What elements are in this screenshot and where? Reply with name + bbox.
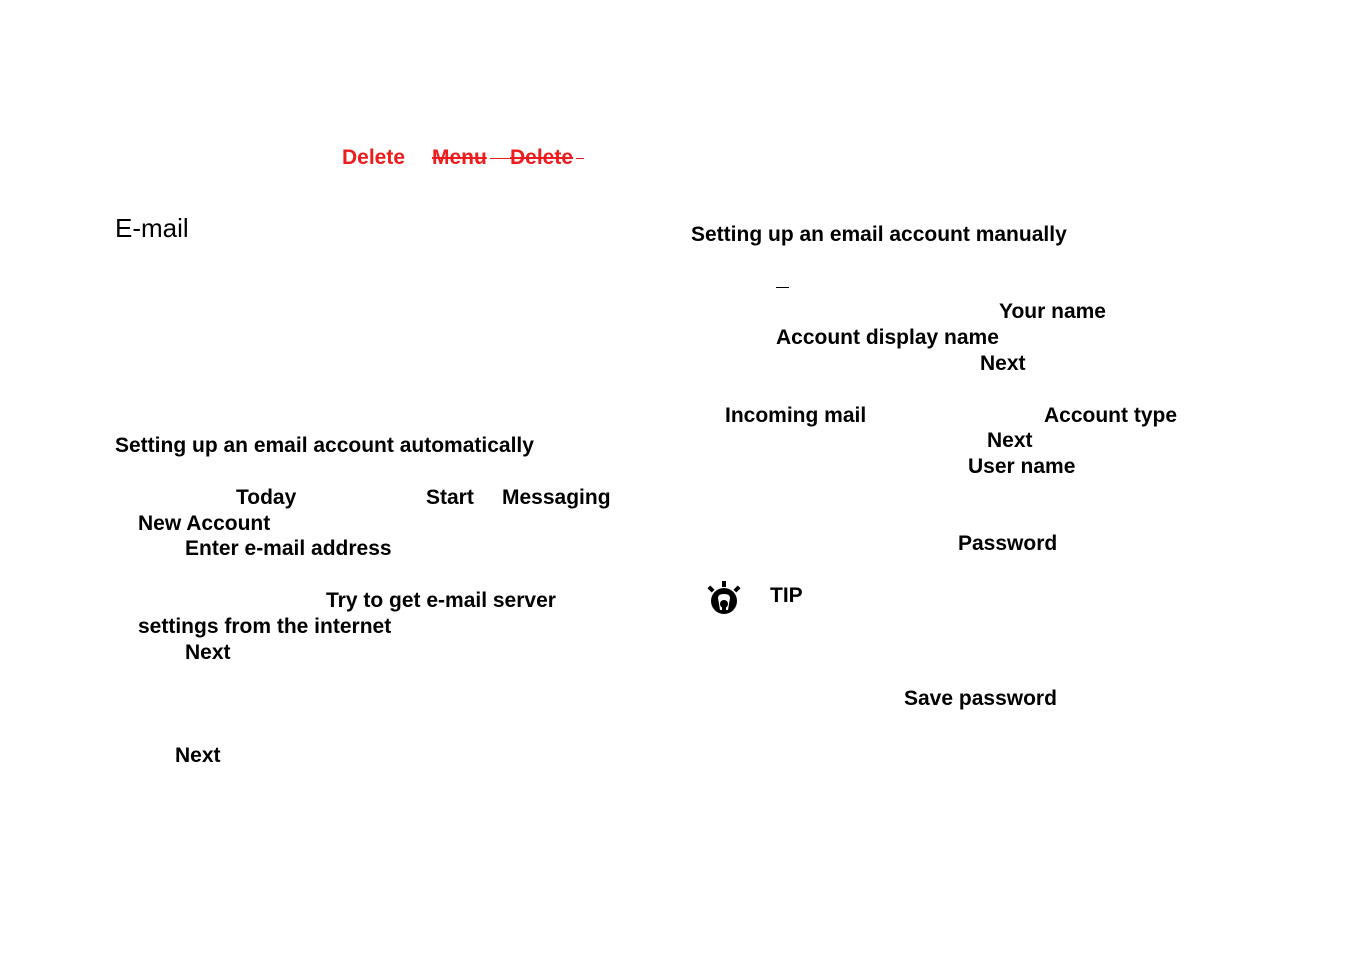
incoming-mail-label: Incoming mail (725, 404, 867, 427)
user-name-label: User name (968, 455, 1076, 478)
account-display-name-label: Account display name (776, 326, 999, 349)
underscore-mark (776, 287, 789, 288)
next-label-auto-1: Next (185, 641, 231, 664)
lightbulb-icon (705, 580, 743, 618)
delete-label: Delete (342, 146, 406, 169)
strike-connector (490, 158, 510, 159)
tip-label: TIP (770, 584, 803, 607)
enter-email-label: Enter e-mail address (185, 537, 392, 560)
today-label: Today (236, 486, 297, 509)
next-label-auto-2: Next (175, 744, 221, 767)
next-label-manual-2: Next (987, 429, 1033, 452)
save-password-label: Save password (904, 687, 1057, 710)
next-label-manual-1: Next (980, 352, 1026, 375)
messaging-label: Messaging (502, 486, 611, 509)
try-get-settings-line1: Try to get e-mail server (326, 589, 556, 612)
strike-tail (576, 158, 584, 159)
delete-struck-label: Delete (510, 146, 574, 169)
new-account-label: New Account (138, 512, 271, 535)
password-label: Password (958, 532, 1058, 555)
account-type-label: Account type (1044, 404, 1178, 427)
start-label: Start (426, 486, 474, 509)
menu-label: Menu (432, 146, 487, 169)
manual-setup-heading: Setting up an email account manually (691, 223, 1067, 246)
auto-setup-heading: Setting up an email account automatically (115, 434, 534, 457)
try-get-settings-line2: settings from the internet (138, 615, 392, 638)
your-name-label: Your name (999, 300, 1106, 323)
section-title: E-mail (115, 213, 189, 243)
